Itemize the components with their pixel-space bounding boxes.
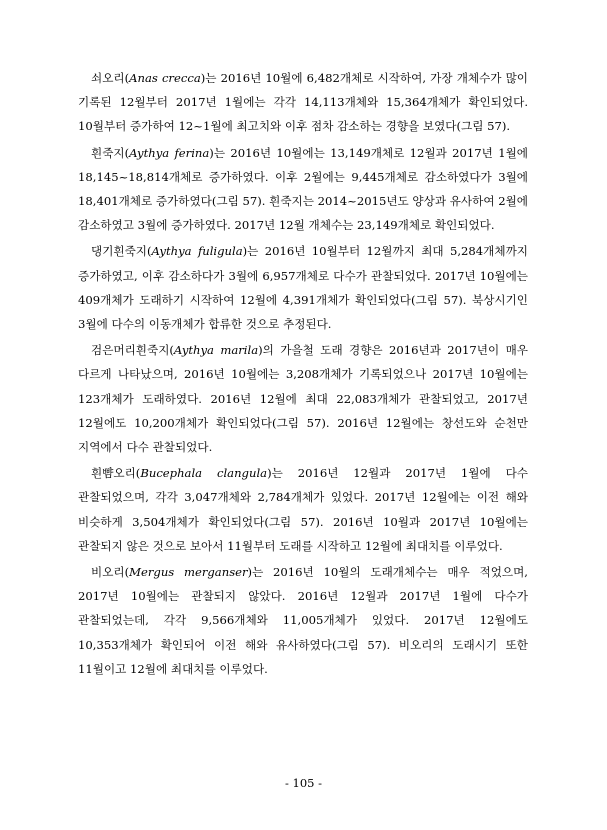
paragraph-text: )는 2016년 10월에는 13,149개체로 12월과 2017년 1월에 18,145~18,814개체로 증가하였다. 이후 2월에는 9,445개체로 감소하였다가 3월에 18,401개체로 증가하였다(그림 57). 흰죽지는 2014~2015년도 양상과 유사하여 2월에 감소하였고 3월에 증가하였다. 2017년 12월 개체수는 23,149개체로 확인되었다. [78, 145, 528, 233]
paragraph-aythya-fuligula [78, 239, 528, 336]
species-name: Anas crecca [129, 71, 201, 85]
page-number: - 105 - [284, 776, 323, 790]
paragraph-lead: 쇠오리( [91, 71, 130, 85]
species-name: Aythya marila [173, 343, 259, 358]
paragraph-lead: 흰뺨오리( [91, 466, 141, 481]
paragraph-text: )는 2016년 12월과 2017년 1월에 다수 관찰되었으며, 각각 3,047개체와 2,784개체가 있었다. 2017년 12월에는 이전 해와 비슷하게 3,504개체가 확인되었다(그림 57). 2016년 10월과 2017년 10월에는 관찰되지 않은 것으로 보아서 11월부터 도래를 시작하고 12월에 최대치를 이루었다. [78, 466, 528, 553]
body-text [78, 66, 528, 681]
paragraph-bucephala-clangula [78, 461, 528, 558]
species-name: Aythya ferina [129, 145, 210, 160]
paragraph-text: )의 가을철 도래 경향은 2016년과 2017년이 매우 다르게 나타났으며, 2016년 10월에는 3,208개체가 기록되었으나 2017년 10월에는 123개체가 도래하였다. 2016년 12월에 최대 22,083개체가 관찰되었고, 2017년 12월에도 10,200개체가 확인되었다(그림 57). 2016년 12월에는 창선도와 순천만 지역에서 다수 관찰되었다. [78, 343, 528, 455]
paragraph-lead: 비오리( [91, 565, 130, 580]
paragraph-text: )는 2016년 10월부터 12월까지 최대 5,284개체까지 증가하였고, 이후 감소하다가 3월에 6,957개체로 다수가 관찰되었다. 2017년 10월에는 409개체가 도래하기 시작하여 12월에 4,391개체가 확인되었다(그림 57). 북상시기인 3월에 다수의 이동개체가 합류한 것으로 추정된다. [78, 244, 528, 332]
paragraph-anas-crecca [78, 66, 528, 139]
species-name: Mergus merganser [129, 565, 248, 580]
paragraph-mergus-merganser [78, 560, 528, 681]
paragraph-text: )는 2016년 10월의 도래개체수는 매우 적었으며, 2017년 10월에는 관찰되지 않았다. 2016년 12월과 2017년 1월에 다수가 관찰되었는데, 각각 9,566개체와 11,005개체가 있었다. 2017년 12월에도 10,353개체가 확인되어 이전 해와 유사하였다(그림 57). 비오리의 도래시기 또한 11월이고 12월에 최대치를 이루었다. [78, 565, 528, 676]
paragraph-aythya-marila [78, 338, 528, 459]
paragraph-lead: 댕기흰죽지( [91, 244, 152, 259]
paragraph-lead: 흰죽지( [91, 145, 130, 160]
paragraph-aythya-ferina [78, 141, 528, 238]
paragraph-lead: 검은머리흰죽지( [91, 343, 174, 358]
species-name: Bucephala clangula [140, 466, 268, 481]
species-name: Aythya fuligula [151, 244, 243, 259]
paragraph-text: )는 2016년 10월에 6,482개체로 시작하여, 가장 개체수가 많이 기록된 12월부터 2017년 1월에는 각각 14,113개체와 15,364개체가 확인되었다. 10월부터 증가하여 12~1월에 최고치와 이후 점차 감소하는 경향을 보였다(그림 57). [78, 71, 529, 134]
